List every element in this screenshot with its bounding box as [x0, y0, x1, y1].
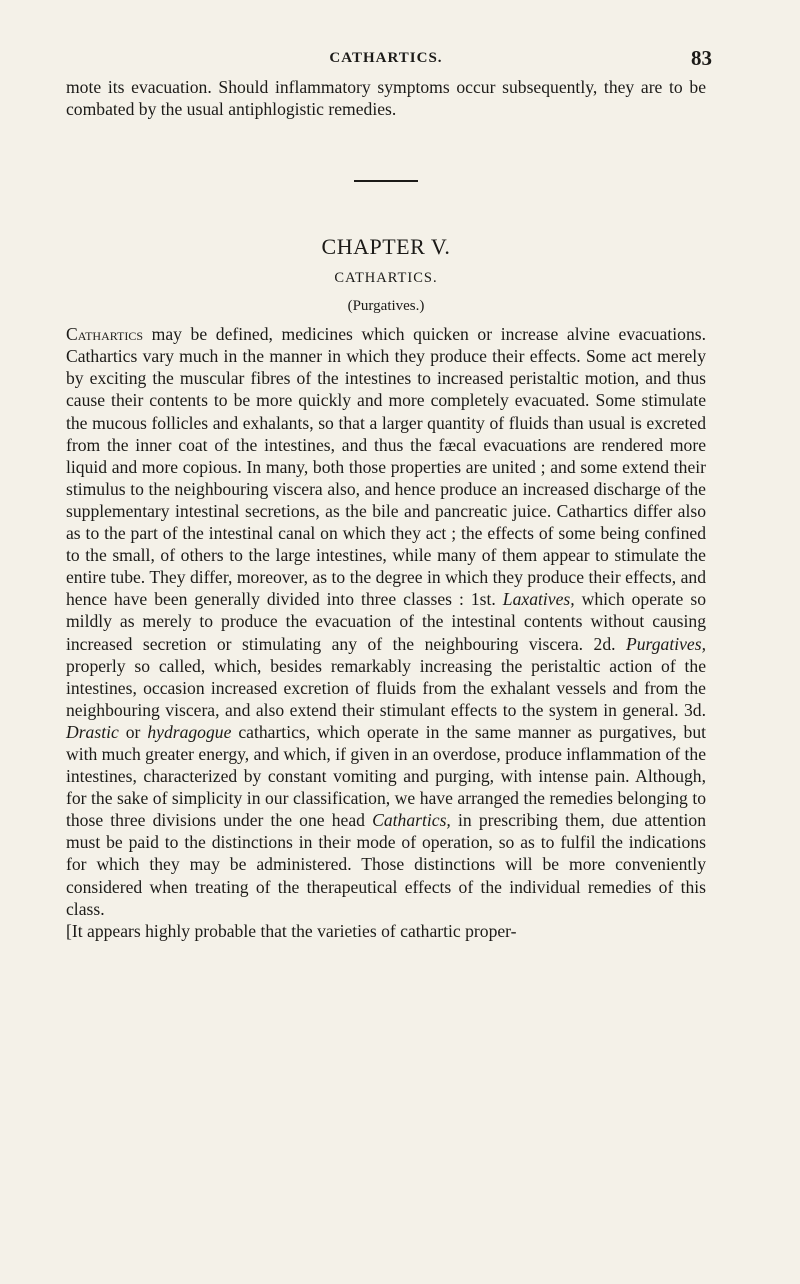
closing-paragraph: [It appears highly probable that the varieties of cathartic proper-	[66, 920, 517, 941]
term-purgatives: Purgatives,	[626, 633, 706, 654]
page-number: 83	[691, 46, 712, 70]
body-text-6: in prescribing them, due attention must be paid to the distinctions in their mode of operation, so as to fulfil the indications for which they may be administered. Those distinctions will be more conveniently considered when treating of the therapeutical effects of the individual remedies of this class.	[66, 810, 706, 919]
chapter-alt-title: (Purgatives.)	[347, 298, 425, 315]
chapter-body-paragraph	[66, 323, 706, 920]
opening-paragraph: mote its evacuation. Should inflammatory symptoms occur subsequently, they are to be combated by the usual antiphlogistic remedies.	[66, 77, 706, 120]
body-text-3: properly so called, which, besides remarkably increasing the peristaltic action of the intestines, occasion increased excretion of fluids from the exhalant vessels and from the neighbouring viscera, and also extend their stimulant effects to the system in general. 3d.	[66, 655, 706, 720]
running-title: CATHARTICS.	[329, 50, 443, 66]
term-drastic: Drastic	[66, 721, 119, 742]
term-cathartics: Cathartics,	[372, 810, 451, 831]
lead-word: Cathartics	[66, 324, 144, 345]
body-text-5: cathartics, which operate in the same manner as purgatives, but with much greater energy, and which, if given in an overdose, produce inflammation of the intestines, characterized by constant vomiting and purging, with intense pain. Although, for the sake of simplicity in our classification, we have arranged the remedies belonging to those three divisions under the one head	[66, 721, 707, 831]
running-head	[66, 46, 712, 76]
body-text-4: or	[118, 721, 148, 742]
section-divider	[354, 180, 418, 182]
term-laxatives: Laxatives,	[502, 589, 575, 610]
body-text-2: which operate so mildly as merely to produce the evacuation of the intestinal contents without causing increased secretion or stimulating any of the neighbouring viscera. 2d.	[66, 589, 707, 654]
chapter-subtitle: CATHARTICS.	[334, 270, 438, 287]
book-page	[66, 46, 712, 942]
term-hydragogue: hydragogue	[147, 721, 232, 742]
body-text-1: may be defined, medicines which quicken or increase alvine evacuations. Cathartics vary much in the manner in which they produce their effects. Some act merely by exciting the muscular fibres of the intestines to increased peristaltic motion, and thus cause their contents to be more quickly and more completely evacuated. Some stimulate the mucous follicles and exhalants, so that a larger quantity of fluids than usual is excreted from the inner coat of the intestines, and thus the fæcal evacuations are rendered more liquid and more copious. In many, both those properties are united ; and some extend their stimulus to the neighbouring viscera also, and hence produce an increased discharge of the supplementary intestinal secretions, as the bile and pancreatic juice. Cathartics differ also as to the part of the intestinal canal on which they act ; the effects of some being confined to the small, of others to the large intestines, while many of them appear to stimulate the entire tube. They differ, moreover, as to the degree in which they produce their effects, and hence have been generally divided into three classes : 1st.	[66, 324, 706, 610]
chapter-heading: CHAPTER V.	[321, 234, 451, 260]
